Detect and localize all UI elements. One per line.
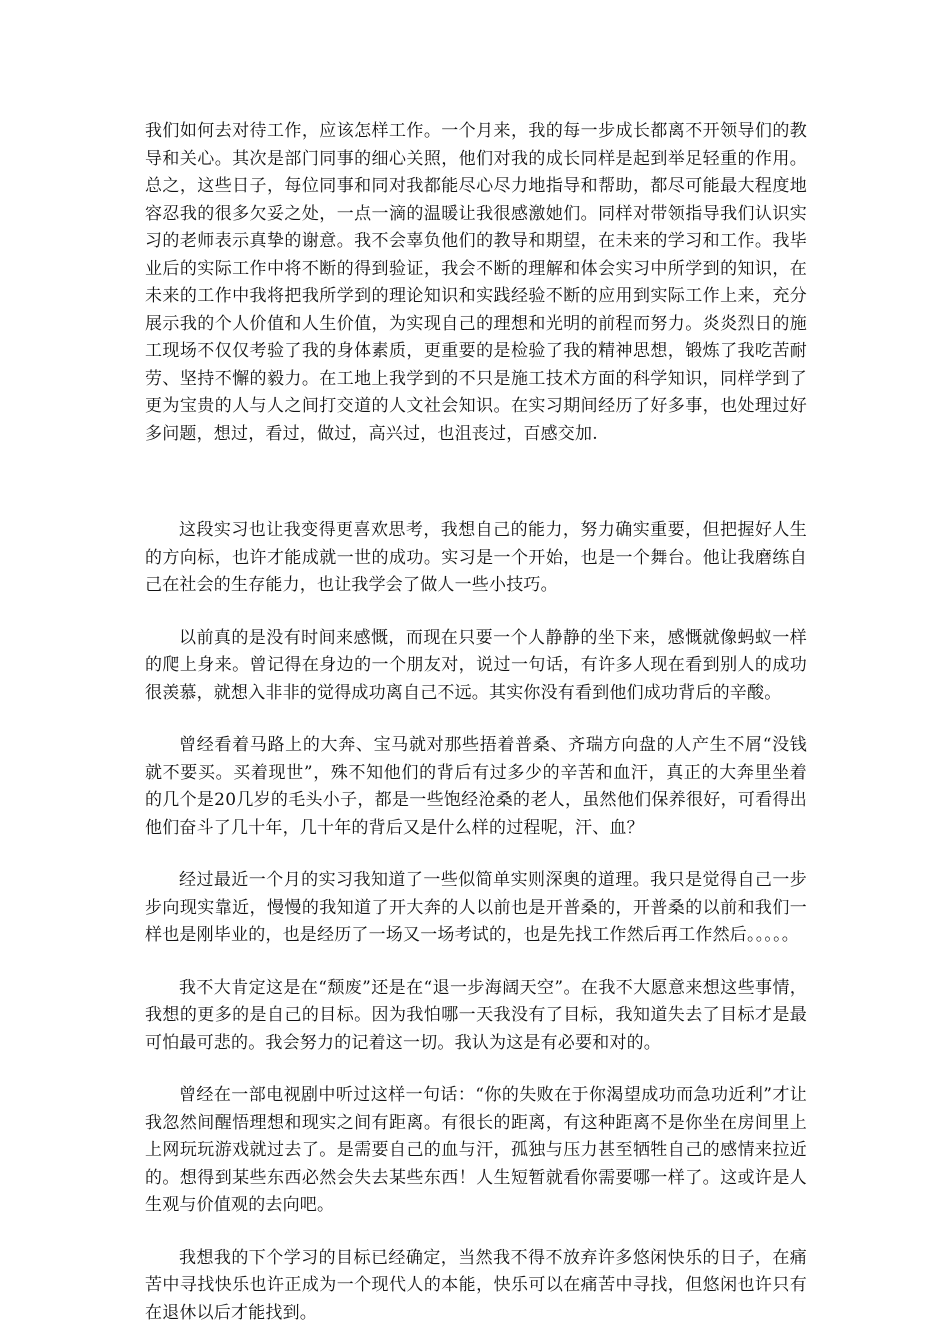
spacer <box>145 707 807 732</box>
paragraph-1: 我们如何去对待工作，应该怎样工作。一个月来，我的每一步成长都离不开领导们的教导和关心。其次是部门同事的细心关照，他们对我的成长同样是起到举足轻重的作用。总之，这些日子，每位同事和同对我都能尽心尽力地指导和帮助，都尽可能最大程度地容忍我的很多欠妥之处，一点一滴的温暖让我很感激她们。同样对带领指导我们认识实习的老师表示真挚的谢意。我不会辜负他们的教导和期望，在未来的学习和工作。我毕业后的实际工作中将不断的得到验证，我会不断的理解和体会实习中所学到的知识，在未来的工作中我将把我所学到的理论知识和实践经验不断的应用到实际工作上来，充分展示我的个人价值和人生价值，为实现自己的理想和光明的前程而努力。炎炎烈日的施工现场不仅仅考验了我的身体素质，更重要的是检验了我的精神思想，锻炼了我吃苦耐劳、坚持不懈的毅力。在工地上我学到的不只是施工技术方面的科学知识，同样学到了更为宝贵的人与人之间打交道的人文社会知识。在实习期间经历了好多事，也处理过好多问题，想过，看过，做过，高兴过，也沮丧过，百感交加. <box>145 121 807 444</box>
spacer <box>145 600 807 625</box>
paragraph-4: 曾经看着马路上的大奔、宝马就对那些捂着普桑、齐瑞方向盘的人产生不屑“没钱就不要买。买着现世”，殊不知他们的背后有过多少的辛苦和血汗，真正的大奔里坐着的几个是20几岁的毛头小子，都是一些饱经沧桑的老人，虽然他们保养很好，可看得出他们奋斗了几十年，几十年的背后又是什么样的过程呢，汗、血？ <box>145 735 807 838</box>
paragraph-5: 经过最近一个月的实习我知道了一些似简单实则深奥的道理。我只是觉得自己一步步向现实靠近，慢慢的我知道了开大奔的人以前也是开普桑的，开普桑的以前和我们一样也是刚毕业的，也是经历了一场又一场考试的，也是先找工作然后再工作然后。。。。。 <box>145 870 807 945</box>
spacer <box>145 842 807 867</box>
spacer <box>145 950 807 975</box>
spacer <box>145 1057 807 1082</box>
document-page <box>145 118 807 1327</box>
paragraph-6: 我不大肯定这是在“颓废”还是在“退一步海阔天空”。在我不大愿意来想这些事情，我想的更多的是自己的目标。因为我怕哪一天我没有了目标，我知道失去了目标才是最可怕最可悲的。我会努力的记着这一切。我认为这是有必要和对的。 <box>145 977 807 1053</box>
paragraph-3: 以前真的是没有时间来感慨，而现在只要一个人静静的坐下来，感慨就像蚂蚁一样的爬上身来。曾记得在身边的一个朋友对，说过一句话，有许多人现在看到别人的成功很羡慕，就想入非非的觉得成功离自己不远。其实你没有看到他们成功背后的辛酸。 <box>145 627 807 703</box>
paragraph-7: 曾经在一部电视剧中听过这样一句话：“你的失败在于你渴望成功而急功近利”才让我忽然间醒悟理想和现实之间有距离。有很长的距离，有这种距离不是你坐在房间里上上网玩玩游戏就过去了。是需要自己的血与汗，孤独与压力甚至牺牲自己的感情来拉近的。想得到某些东西必然会失去某些东西！人生短暂就看你需要哪一样了。这或许是人生观与价值观的去向吧。 <box>145 1085 807 1215</box>
paragraph-2: 这段实习也让我变得更喜欢思考，我想自己的能力，努力确实重要，但把握好人生的方向标，也许才能成就一世的成功。实习是一个开始，也是一个舞台。他让我磨练自己在社会的生存能力，也让我学会了做人一些小技巧。 <box>145 520 807 595</box>
paragraph-8: 我想我的下个学习的目标已经确定，当然我不得不放弃许多悠闲快乐的日子，在痛苦中寻找快乐也许正成为一个现代人的本能，快乐可以在痛苦中寻找，但悠闲也许只有在退休以后才能找到。 <box>145 1247 807 1323</box>
spacer <box>145 1220 807 1245</box>
spacer <box>145 448 807 517</box>
